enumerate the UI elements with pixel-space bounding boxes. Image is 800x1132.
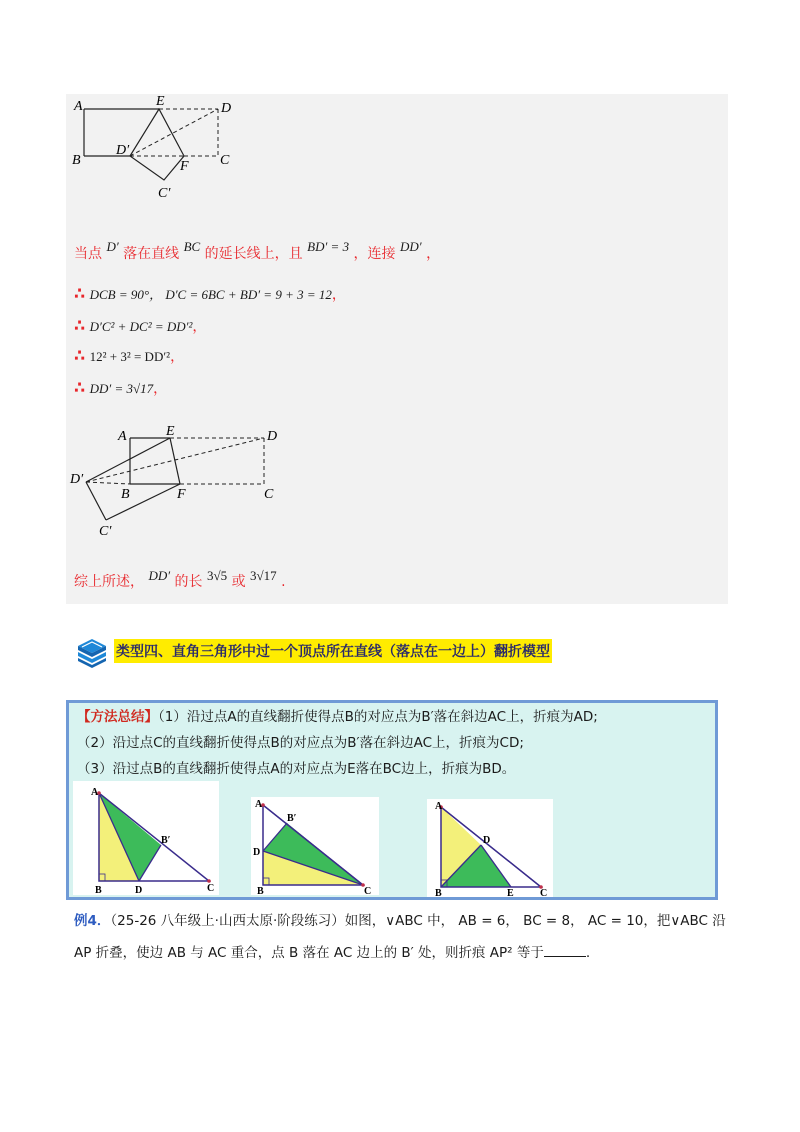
example-4-line-2: AP 折叠，使边 AB 与 AC 重合，点 B 落在 AC 边上的 B′ 处，则折痕 AP² 等于 . bbox=[74, 942, 590, 964]
label-A: A bbox=[91, 787, 99, 798]
method-line-3: （3）沿过点B的直线翻折使得点A的对应点为E落在BC边上，折痕为BD。 bbox=[77, 761, 516, 777]
figure-rectangle-fold-1 bbox=[66, 94, 266, 204]
label-A: A bbox=[435, 801, 443, 812]
label-Dp: D′ bbox=[70, 472, 84, 487]
case2-seg: DD′ bbox=[399, 239, 422, 254]
case2-line-name: BC bbox=[183, 239, 201, 254]
case2-line bbox=[74, 239, 441, 264]
summary-end: . bbox=[281, 574, 286, 590]
label-E: E bbox=[156, 94, 165, 109]
method-line-2: （2）沿过点C的直线翻折使得点B的对应点为B′落在斜边AC上，折痕为CD; bbox=[77, 735, 524, 751]
label-A: A bbox=[74, 99, 83, 114]
label-D: D bbox=[483, 835, 491, 846]
label-B: B bbox=[95, 885, 102, 895]
label-Dp: D′ bbox=[116, 143, 130, 158]
label-C: C bbox=[364, 886, 372, 895]
label-D: D bbox=[267, 429, 278, 444]
case2-mid1: 落在直线 bbox=[123, 246, 180, 262]
label-C: C bbox=[207, 883, 215, 894]
section-heading-text: 类型四、直角三角形中过一个顶点所在直线（落点在一边上）翻折模型 bbox=[114, 639, 552, 663]
label-A: A bbox=[255, 799, 263, 810]
summary-or: 或 bbox=[231, 574, 246, 590]
label-B: B bbox=[121, 487, 130, 502]
method-summary-box bbox=[66, 700, 718, 900]
label-C: C bbox=[540, 888, 548, 897]
section-heading bbox=[74, 634, 594, 668]
label-Bp: B′ bbox=[161, 835, 171, 846]
case2-point: D′ bbox=[106, 239, 119, 254]
label-Cp: C′ bbox=[158, 186, 171, 201]
label-D: D bbox=[221, 101, 232, 116]
example-label: 例4． bbox=[74, 913, 111, 929]
fold-figure-1 bbox=[73, 781, 219, 895]
therefore-symbol: ∴ bbox=[74, 284, 86, 303]
step-4: ∴ DD′ = 3√17， bbox=[74, 378, 168, 397]
label-A: A bbox=[118, 429, 127, 444]
case2-mid2: 的延长线上，且 bbox=[204, 246, 303, 262]
step-4-math: DD′ = 3√17 bbox=[89, 381, 154, 396]
label-C: C bbox=[264, 487, 274, 502]
books-icon bbox=[74, 634, 110, 668]
case2-cond: BD′ = 3 bbox=[307, 239, 350, 254]
label-F: F bbox=[177, 487, 186, 502]
label-B: B bbox=[72, 153, 81, 168]
step-2-math: D′C² + DC² = DD′² bbox=[89, 319, 193, 334]
summary-value-1: 3√5 bbox=[206, 568, 228, 583]
answer-blank[interactable] bbox=[544, 942, 586, 957]
therefore-symbol: ∴ bbox=[74, 346, 86, 365]
case2-end: ， bbox=[426, 246, 441, 262]
summary-line bbox=[74, 568, 286, 592]
summary-seg: DD′ bbox=[148, 568, 171, 583]
fold-figure-2 bbox=[251, 797, 379, 895]
label-D: D bbox=[253, 847, 261, 858]
label-E: E bbox=[507, 888, 514, 897]
therefore-symbol: ∴ bbox=[74, 316, 86, 335]
step-3-math: 12² + 3² = DD′² bbox=[89, 349, 171, 364]
label-D: D bbox=[135, 885, 143, 895]
label-B: B bbox=[435, 888, 442, 897]
case2-prefix: 当点 bbox=[74, 246, 102, 262]
label-Cp: C′ bbox=[99, 524, 112, 539]
example-4-line-1: 例4．（25-26 八年级上·山西太原·阶段练习）如图，∨ABC 中， AB = 6， BC = 8， AC = 10，把∨ABC 沿 bbox=[74, 913, 726, 929]
step-1-math: DCB = 90°， D′C = 6BC + BD′ = 9 + 3 = 12 bbox=[89, 287, 332, 302]
label-E: E bbox=[166, 424, 175, 439]
label-F: F bbox=[180, 159, 189, 174]
method-tag: 【方法总结】 bbox=[77, 709, 158, 725]
summary-mid: 的长 bbox=[174, 574, 203, 590]
fold-figure-3 bbox=[427, 799, 553, 897]
step-1: ∴ DCB = 90°， D′C = 6BC + BD′ = 9 + 3 = 12， bbox=[74, 284, 346, 303]
step-2: ∴ D′C² + DC² = DD′²， bbox=[74, 316, 207, 335]
label-C: C bbox=[220, 153, 230, 168]
label-Bp: B′ bbox=[287, 813, 297, 824]
summary-prefix: 综上所述， bbox=[74, 574, 144, 590]
case2-mid3: ，连接 bbox=[353, 246, 396, 262]
figure-rectangle-fold-2 bbox=[66, 420, 296, 550]
label-B: B bbox=[257, 886, 264, 895]
method-line-1: 【方法总结】（1）沿过点A的直线翻折使得点B的对应点为B′落在斜边AC上，折痕为AD; bbox=[77, 709, 598, 725]
therefore-symbol: ∴ bbox=[74, 378, 86, 397]
step-3: ∴ 12² + 3² = DD′²， bbox=[74, 346, 185, 365]
summary-value-2: 3√17 bbox=[250, 568, 277, 583]
